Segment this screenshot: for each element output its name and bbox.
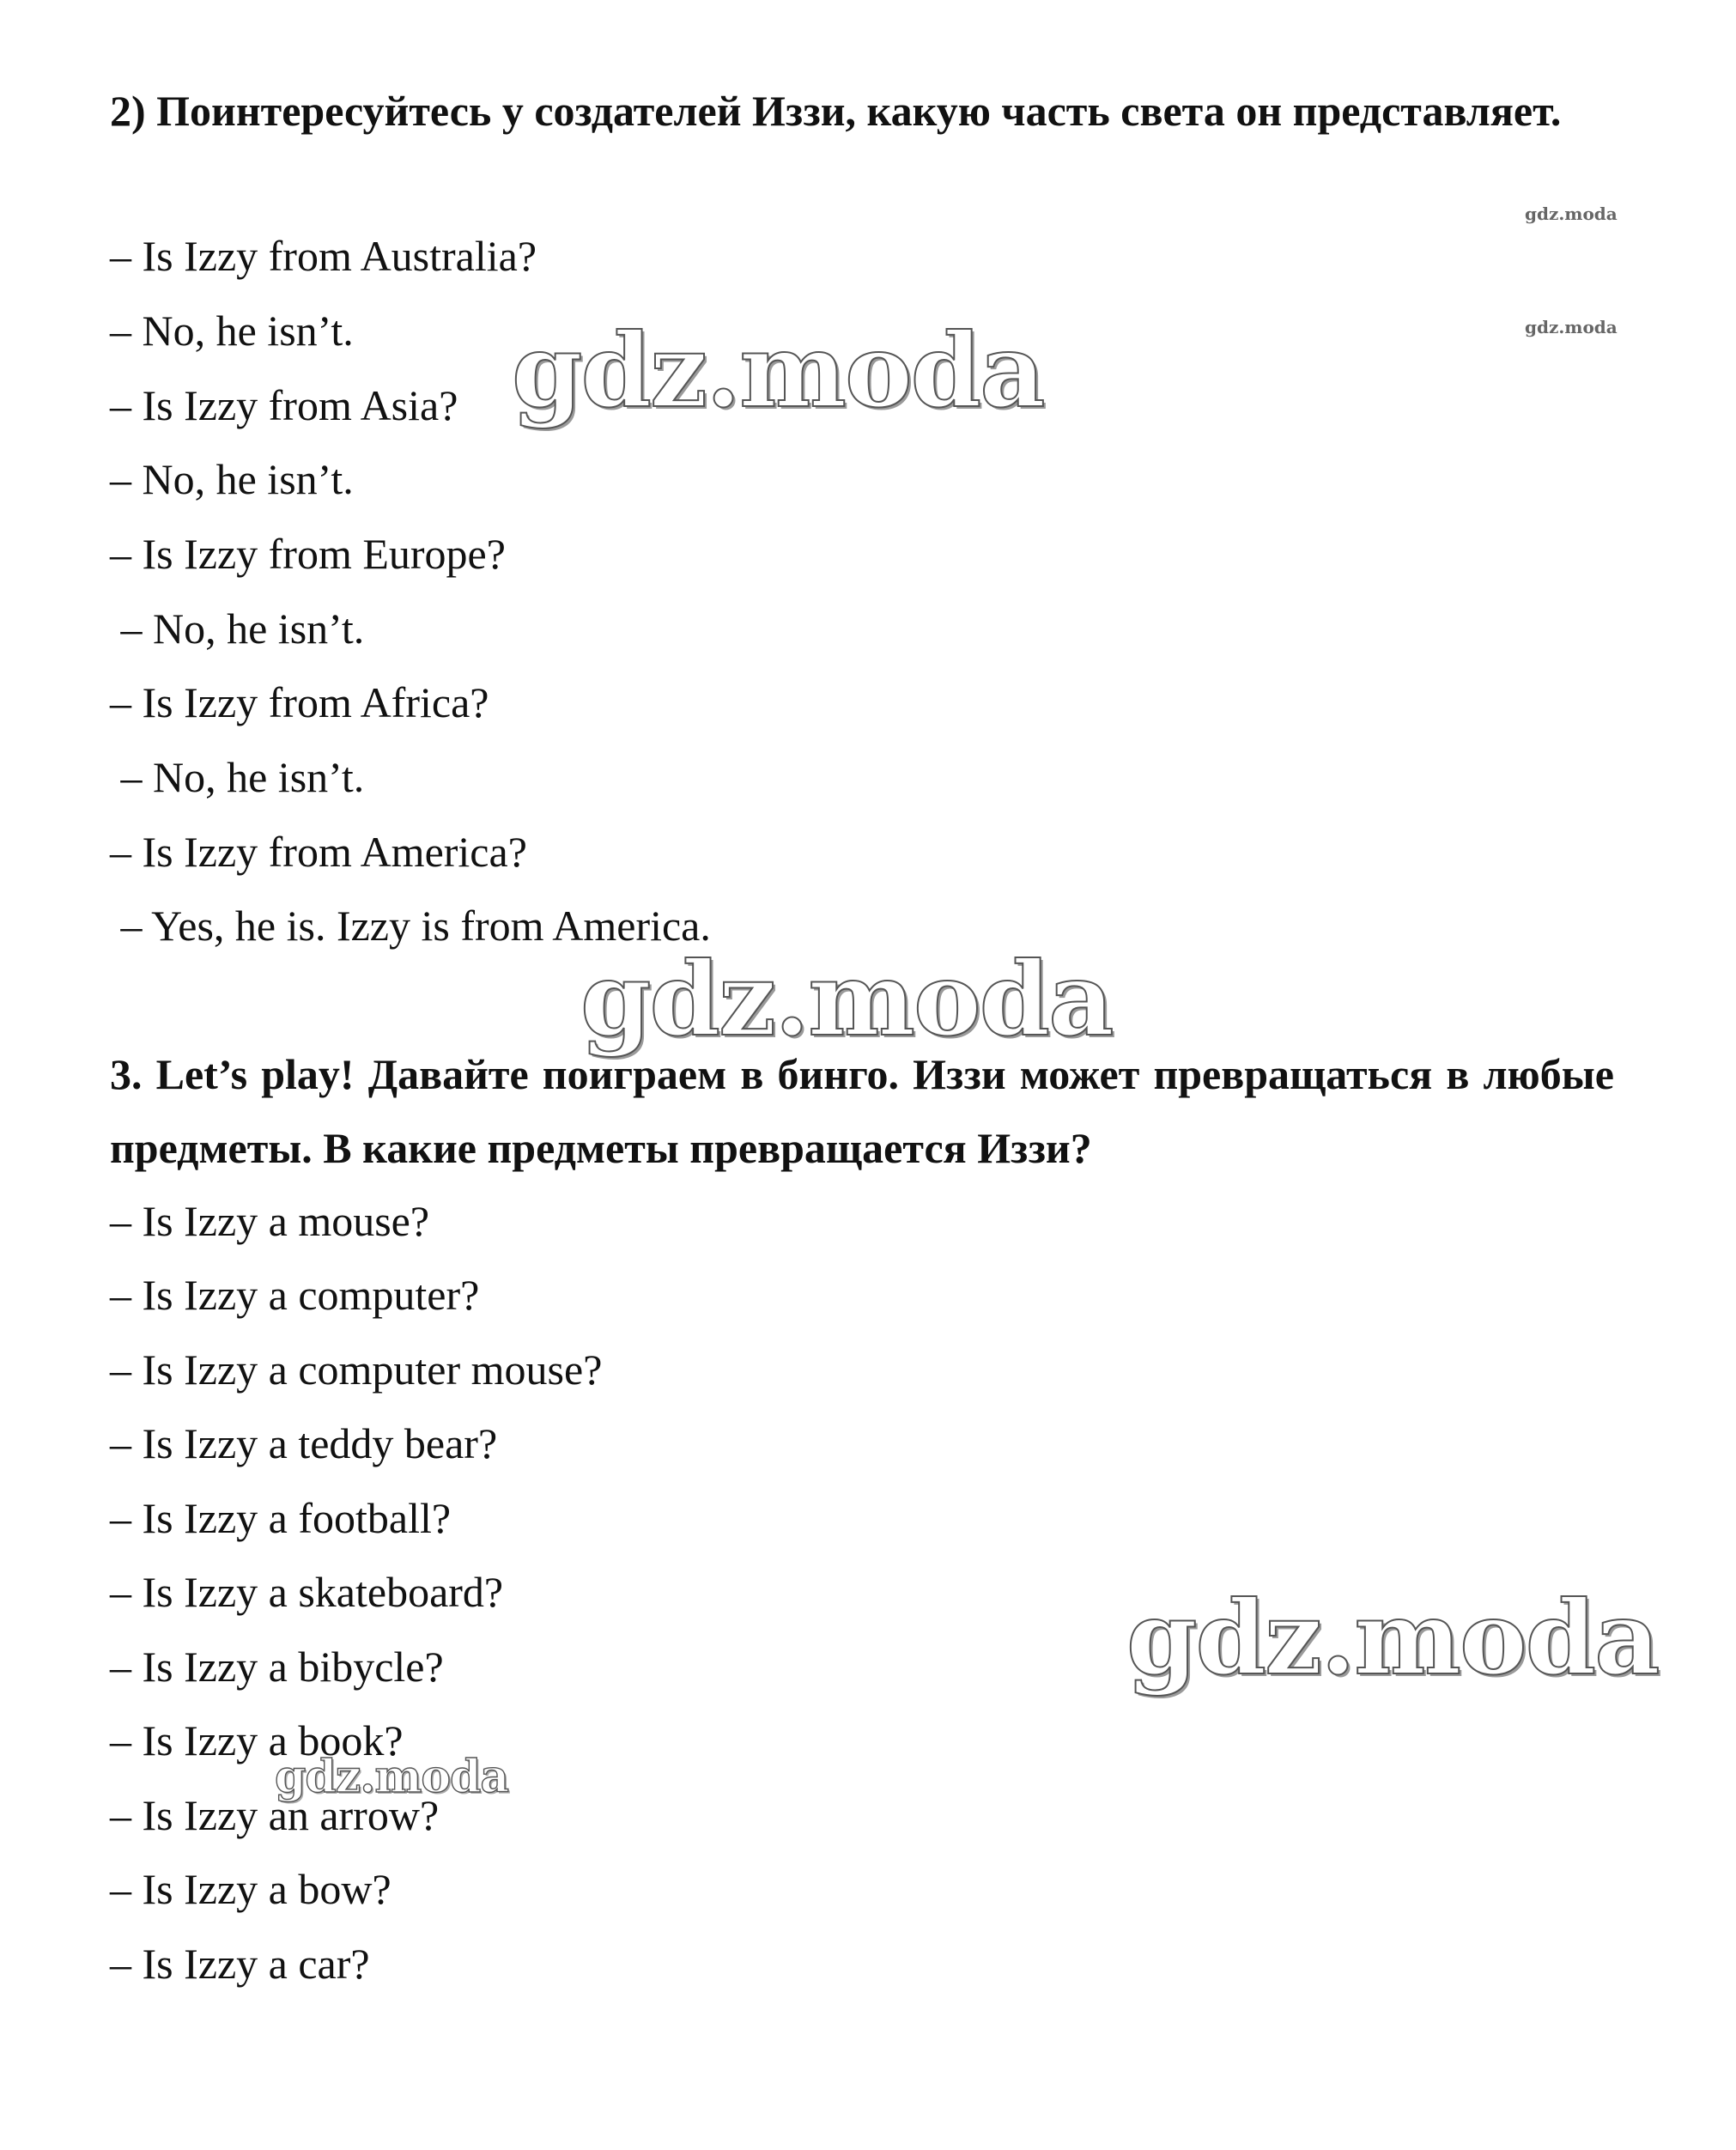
dialogue-line: – No, he isn’t. <box>110 604 365 653</box>
dialogue-line: – Is Izzy from Australia? <box>110 232 537 280</box>
dialogue-line: – No, he isn’t. <box>110 455 354 503</box>
question-line: – Is Izzy a bow? <box>110 1865 392 1913</box>
watermark-large: gdz.moda <box>1126 1578 1659 1698</box>
question-line: – Is Izzy a mouse? <box>110 1197 430 1245</box>
question-line: – Is Izzy a football? <box>110 1494 452 1542</box>
watermark-large: gdz.moda <box>580 939 1113 1059</box>
dialogue-line: – Is Izzy from Asia? <box>110 381 458 429</box>
question-line: – Is Izzy a car? <box>110 1940 370 1988</box>
dialogue-line: – Yes, he is. Izzy is from America. <box>110 902 711 950</box>
watermark-small: gdz.moda <box>1525 203 1618 224</box>
dialogue-line: – No, he isn’t. <box>110 753 365 801</box>
section-3-heading: 3. Let’s play! Давайте поиграем в бинго. Иззи может превращаться в любые предметы. В какие предметы превращается Иззи? <box>110 1050 1614 1172</box>
question-line: – Is Izzy an arrow? <box>110 1791 440 1839</box>
section-2-heading: 2) Поинтересуйтесь у создателей Иззи, какую часть света он представляет. <box>110 87 1562 135</box>
question-line: – Is Izzy a book? <box>110 1716 404 1764</box>
dialogue-line: – Is Izzy from Africa? <box>110 678 489 726</box>
dialogue-line: – Is Izzy from America? <box>110 828 527 876</box>
watermark-large: gdz.moda <box>512 311 1044 430</box>
question-line: – Is Izzy a skateboard? <box>110 1568 504 1616</box>
dialogue-line: – No, he isn’t. <box>110 307 354 355</box>
question-line: – Is Izzy a computer? <box>110 1271 480 1319</box>
dialogue-line: – Is Izzy from Europe? <box>110 530 506 578</box>
question-line: – Is Izzy a teddy bear? <box>110 1419 498 1467</box>
question-line: – Is Izzy a computer mouse? <box>110 1345 603 1394</box>
watermark-medium: gdz.moda <box>275 1751 509 1803</box>
question-line: – Is Izzy a bibycle? <box>110 1643 444 1691</box>
watermark-small: gdz.moda <box>1525 317 1618 337</box>
